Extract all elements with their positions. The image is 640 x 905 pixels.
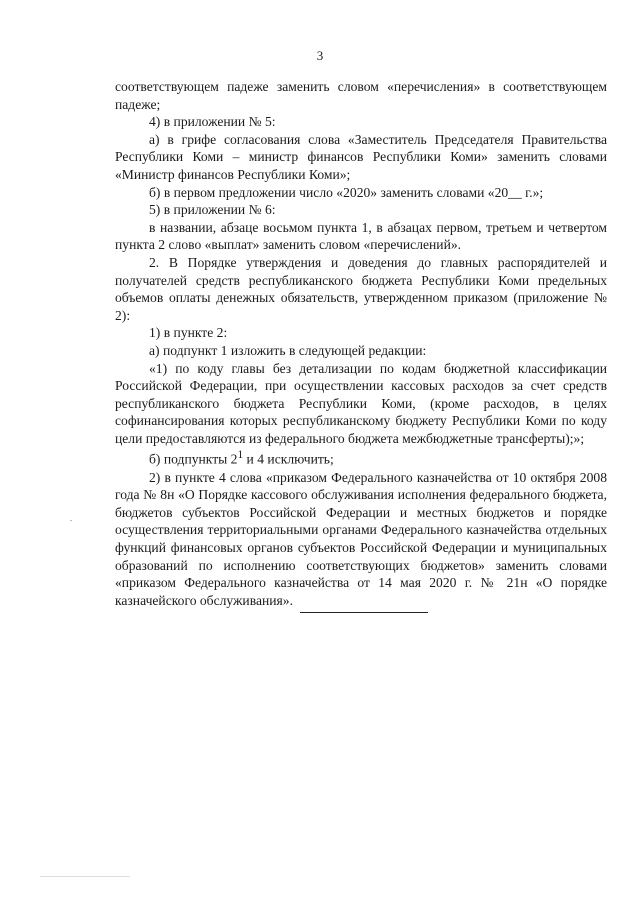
paragraph: а) подпункт 1 изложить в следующей редакции: — [149, 342, 427, 358]
scan-speck — [70, 520, 72, 521]
document-body — [115, 78, 607, 609]
separator-line — [300, 612, 428, 613]
paragraph: соответствующем падеже заменить словом «перечисления» в соответствующем падеже; — [115, 79, 607, 112]
paragraph-subpoint-b — [115, 447, 607, 468]
subpoint-b-text-end: и 4 исключить; — [243, 452, 334, 467]
superscript: 1 — [237, 449, 244, 462]
paragraph: в названии, абзаце восьмом пункта 1, в абзацах первом, третьем и четвертом пункта 2 слово «выплат» заменить словом «перечислений». — [115, 219, 607, 253]
paragraph: 2. В Порядке утверждения и доведения до главных распорядителей и получателей средств республиканского бюджета Республики Коми предельных объемов оплаты денежных обязательств, утвержденном приказом (приложение № 2): — [115, 254, 607, 323]
scan-speck — [40, 876, 130, 877]
subpoint-b-text: б) подпункты 2 — [149, 452, 238, 467]
paragraph: 4) в приложении № 5: — [149, 114, 276, 130]
paragraph: 5) в приложении № 6: — [149, 202, 276, 218]
paragraph: 1) в пункте 2: — [149, 325, 228, 341]
paragraph: 2) в пункте 4 слова «приказом Федерального казначейства от 10 октября 2008 года № 8н «О Порядке кассового обслуживания исполнения федерального бюджета, бюджетов субъектов Российской Федерации и местных бюджетов и порядке осуществления территориальными органами Федерального казначейства отдельных функций финансовых органов субъектов Российской Федерации и муниципальных образований по исполнению соответствующих бюджетов» заменить словами «приказом Федерального казначейства от 14 мая 2020 г. № 21н «О порядке казначейского обслуживания». — [115, 469, 607, 608]
paragraph: «1) по коду главы без детализации по кодам бюджетной классификации Российской Федерации, при осуществлении кассовых расходов за счет средств республиканского бюджета Республики Коми, (кроме расходов, в целях софинансирования которых республиканскому бюджету Республики Коми по коду цели предоставляются из федерального бюджета межбюджетные трансферты);»; — [115, 360, 607, 446]
paragraph: а) в грифе согласования слова «Заместитель Председателя Правительства Республики Коми – министр финансов Республики Коми» заменить словами «Министр финансов Республики Коми»; — [115, 131, 607, 182]
paragraph: б) в первом предложении число «2020» заменить словами «20__ г.»; — [149, 184, 544, 200]
page-number: 3 — [316, 48, 324, 63]
